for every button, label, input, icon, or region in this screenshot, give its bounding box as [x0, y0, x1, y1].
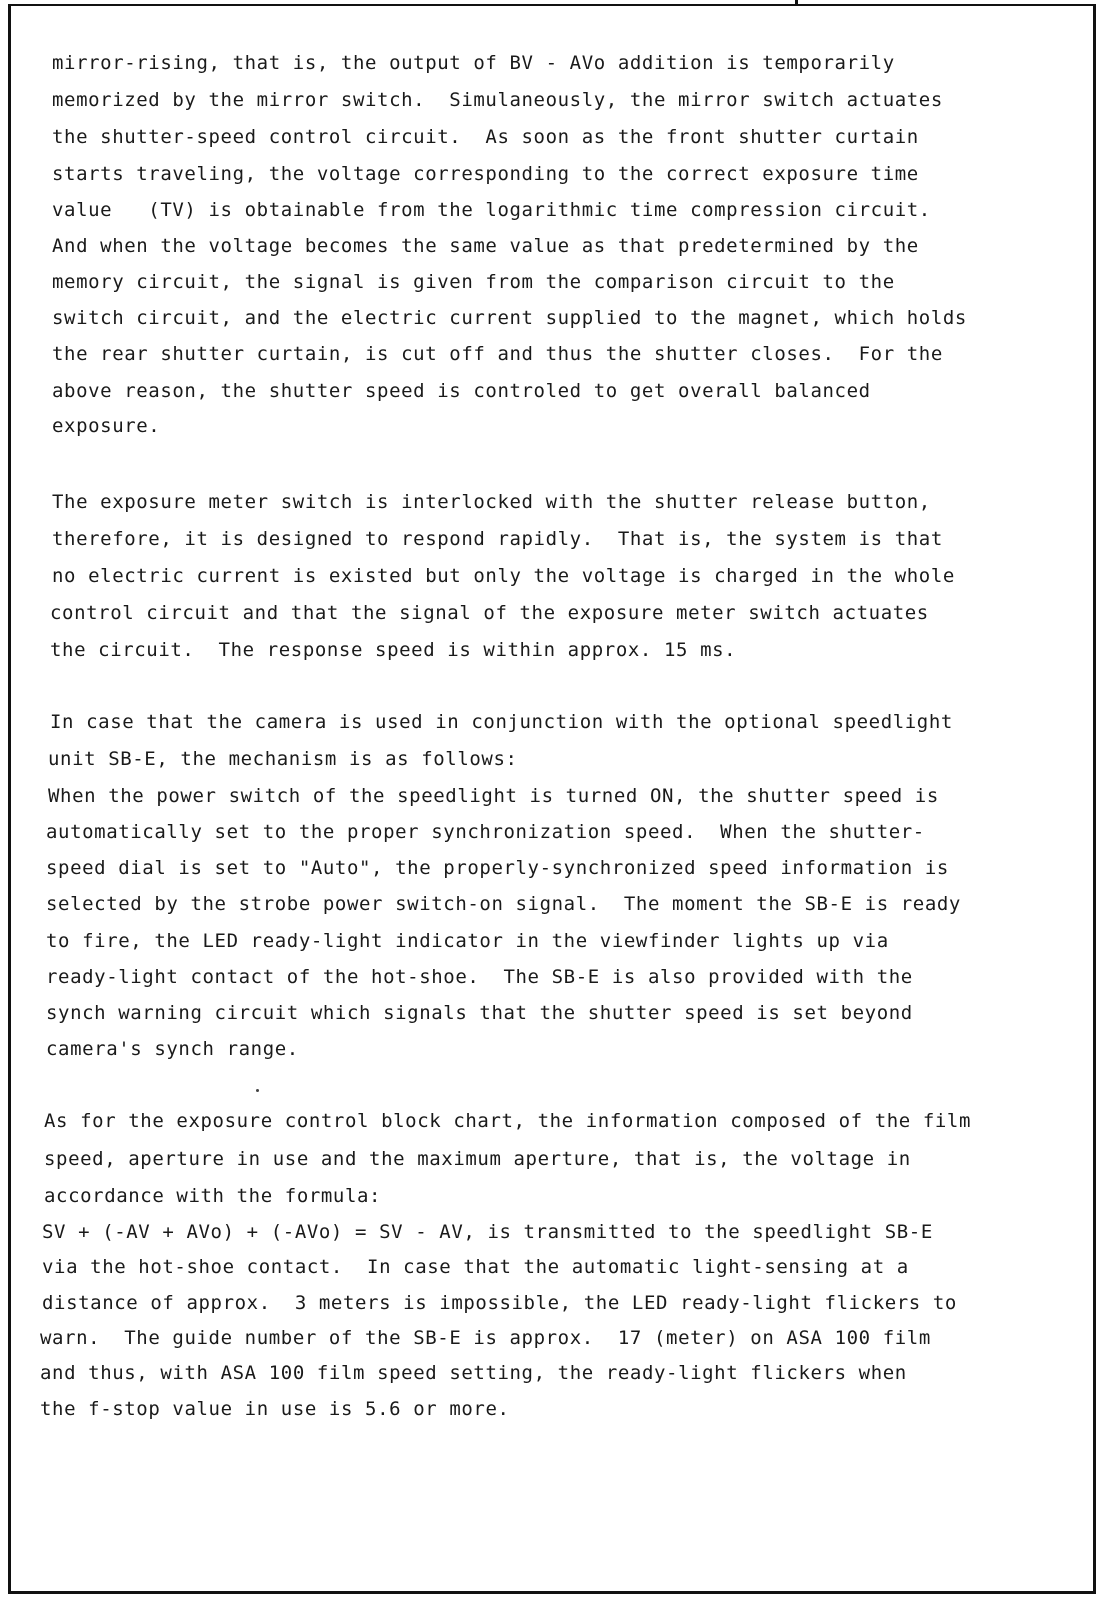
text-line: distance of approx. 3 meters is impossible, the LED ready-light flickers to [42, 1292, 957, 1314]
text-line: the shutter-speed control circuit. As soon as the front shutter curtain [52, 126, 919, 148]
text-line: SV + (-AV + AVo) + (-AVo) = SV - AV, is transmitted to the speedlight SB-E [42, 1221, 933, 1243]
text-line: switch circuit, and the electric current supplied to the magnet, which holds [52, 307, 967, 329]
text-line: via the hot-shoe contact. In case that the automatic light-sensing at a [42, 1256, 909, 1278]
scan-speck [256, 1089, 259, 1092]
text-line: The exposure meter switch is interlocked with the shutter release button, [52, 491, 931, 513]
text-line: synch warning circuit which signals that the shutter speed is set beyond [46, 1002, 913, 1024]
text-line: ready-light contact of the hot-shoe. The SB-E is also provided with the [46, 966, 913, 988]
text-line: therefore, it is designed to respond rapidly. That is, the system is that [52, 528, 943, 550]
text-line: memorized by the mirror switch. Simulaneously, the mirror switch actuates [52, 89, 943, 111]
text-line: to fire, the LED ready-light indicator in the viewfinder lights up via [46, 930, 889, 952]
text-line: In case that the camera is used in conjunction with the optional speedlight [50, 711, 953, 733]
text-line: When the power switch of the speedlight is turned ON, the shutter speed is [48, 785, 939, 807]
text-line: accordance with the formula: [44, 1185, 382, 1207]
text-line: and thus, with ASA 100 film speed setting, the ready-light flickers when [40, 1362, 907, 1384]
text-line: automatically set to the proper synchronization speed. When the shutter- [46, 821, 925, 843]
text-line: the f-stop value in use is 5.6 or more. [40, 1398, 510, 1420]
text-line: selected by the strobe power switch-on signal. The moment the SB-E is ready [46, 893, 961, 915]
text-line: no electric current is existed but only the voltage is charged in the whole [52, 565, 955, 587]
text-line: unit SB-E, the mechanism is as follows: [48, 748, 518, 770]
text-line: speed, aperture in use and the maximum aperture, that is, the voltage in [44, 1148, 911, 1170]
text-line: warn. The guide number of the SB-E is approx. 17 (meter) on ASA 100 film [40, 1327, 931, 1349]
text-line: And when the voltage becomes the same value as that predetermined by the [52, 235, 919, 257]
text-line: As for the exposure control block chart, the information composed of the film [44, 1110, 971, 1132]
text-line: the circuit. The response speed is within approx. 15 ms. [50, 639, 737, 661]
text-line: starts traveling, the voltage corresponding to the correct exposure time [52, 163, 919, 185]
text-line: memory circuit, the signal is given from the comparison circuit to the [52, 271, 895, 293]
text-line: exposure. [52, 415, 161, 437]
text-line: control circuit and that the signal of the exposure meter switch actuates [50, 602, 929, 624]
text-line: the rear shutter curtain, is cut off and thus the shutter closes. For the [52, 343, 943, 365]
text-line: value (TV) is obtainable from the logarithmic time compression circuit. [52, 199, 931, 221]
text-line: mirror-rising, that is, the output of BV - AVo addition is temporarily [52, 52, 895, 74]
text-line: above reason, the shutter speed is controled to get overall balanced [52, 380, 871, 402]
text-line: camera's synch range. [46, 1038, 299, 1060]
text-line: speed dial is set to "Auto", the properly-synchronized speed information is [46, 857, 949, 879]
